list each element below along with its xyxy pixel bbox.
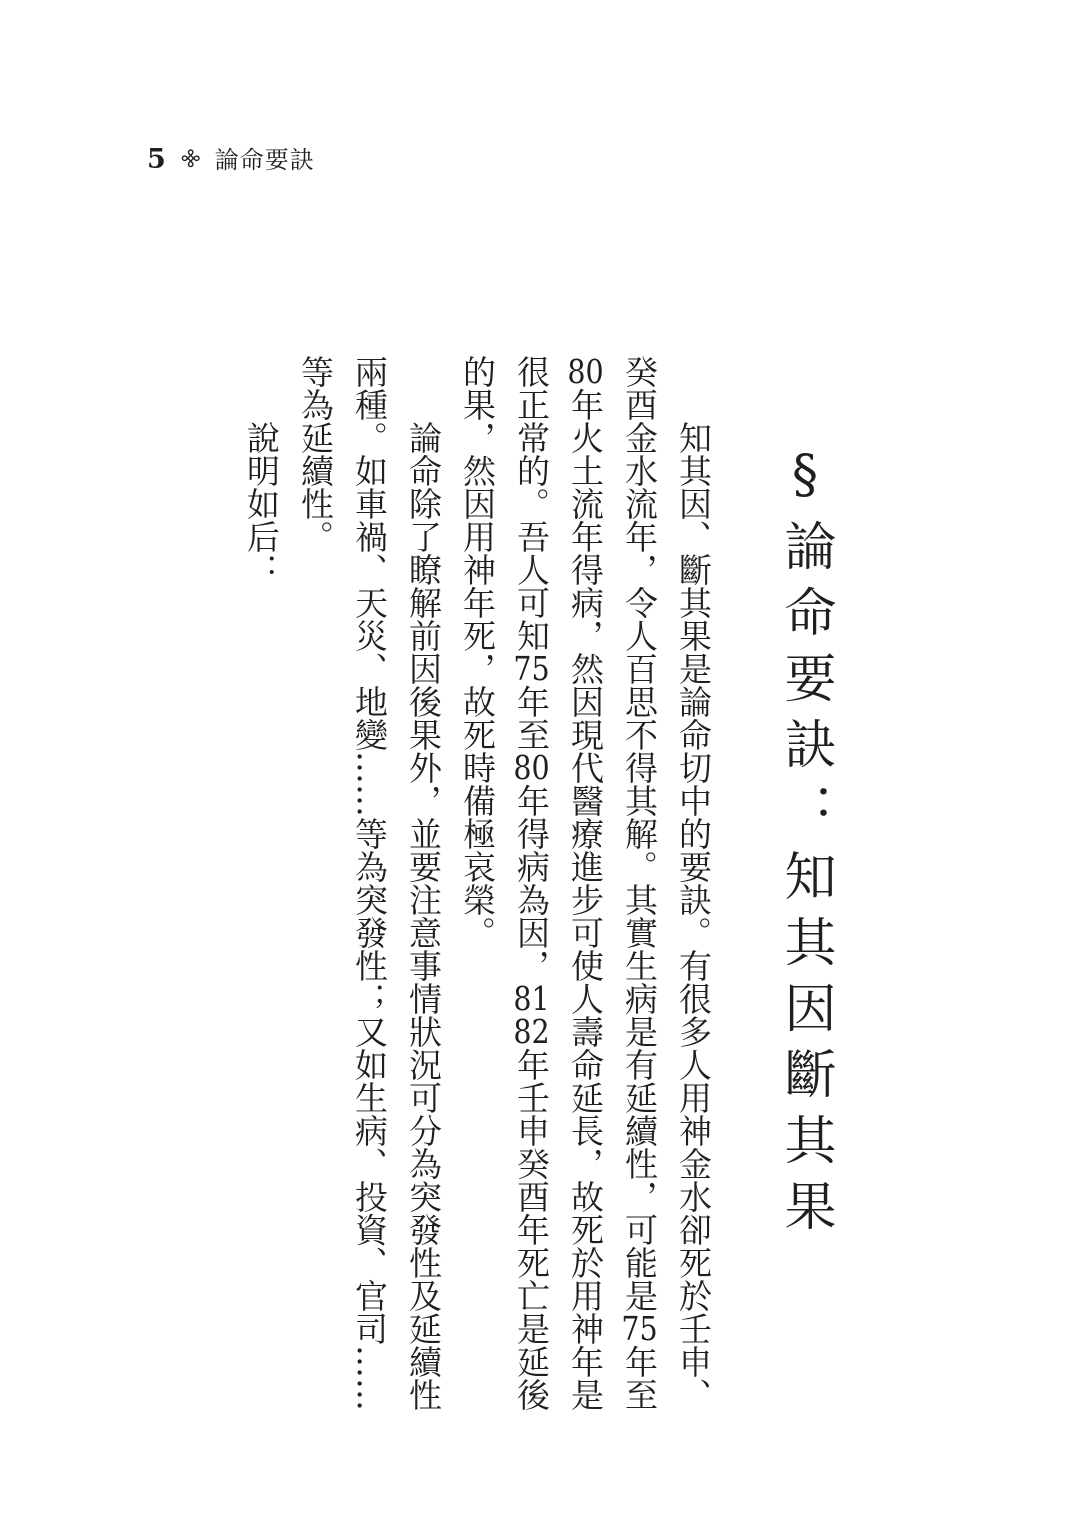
running-header: [147, 146, 315, 173]
section-title: §論命要訣：知其因斷其果: [775, 445, 835, 1245]
paragraph: 知其因、斷其果是論命切中的要訣。有很多人用神金水卻死於壬申、癸酉金水流年，令人百思不得其解。其實生病是有延續性，可能是75年至80年火土流年得病，然因現代醫療進步可使人壽命延長，故死於用神年是很正常的。吾人可知75年至80年得病為因，8182年壬申癸酉年死亡是延後的果，然因用神年死，故死時備極哀榮。: [458, 355, 713, 1411]
paragraph: 論命除了瞭解前因後果外，並要注意事情狀況可分為突發性及延續性兩種。如車禍、天災、地變……等為突發性；又如生病、投資、官司……等為延續性。: [296, 355, 443, 1411]
knot-ornament-icon: ⌘: [175, 144, 205, 174]
paragraphs: [234, 355, 720, 1411]
running-book-title: 論命要訣: [214, 145, 315, 174]
page-number: 5: [147, 144, 166, 175]
paragraph: 說明如后：: [242, 421, 281, 586]
article-body: [234, 355, 840, 1411]
